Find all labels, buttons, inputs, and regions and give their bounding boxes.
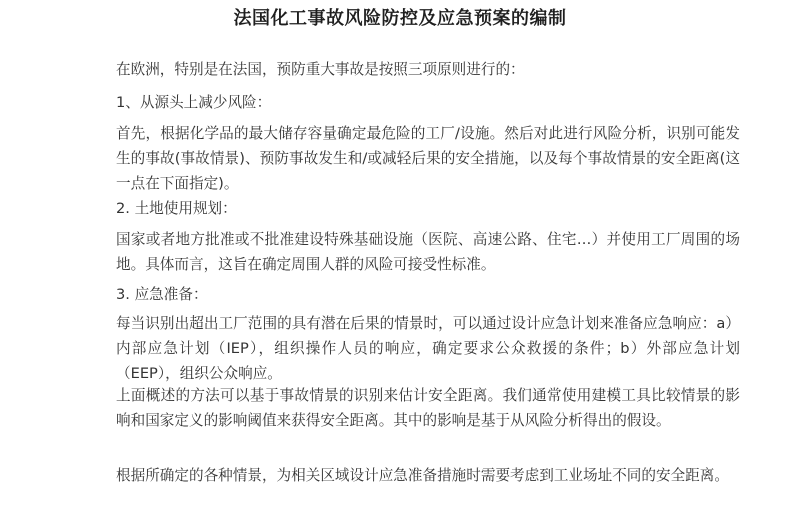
intro-paragraph: 在欧洲，特别是在法国，预防重大事故是按照三项原则进行的： bbox=[116, 61, 525, 78]
closing-paragraph-2: 根据所确定的各种情景，为相关区域设计应急准备措施时需要考虑到工业场址不同的安全距离。 bbox=[116, 467, 729, 484]
section-heading-1: 1、从源头上减少风险： bbox=[116, 94, 272, 111]
document-title: 法国化工事故风险防控及应急预案的编制 bbox=[233, 8, 567, 29]
section-heading-3: 3. 应急准备： bbox=[116, 286, 208, 303]
section-body-1: 首先，根据化学品的最大储存容量确定最危险的工厂/设施。然后对此进行风险分析，识别可能发生的事故(事故情景)、预防事故发生和/或减轻后果的安全措施，以及每个事故情景的安全距离(这一点在下面指定)。 bbox=[116, 125, 740, 192]
section-heading-2: 2. 土地使用规划： bbox=[116, 200, 237, 217]
section-body-3: 每当识别出超出工厂范围的具有潜在后果的情景时，可以通过设计应急计划来准备应急响应：a）内部应急计划（IEP），组织操作人员的响应，确定要求公众救援的条件；b）外部应急计划（EEP），组织公众响应。 bbox=[116, 315, 740, 382]
section-body-2: 国家或者地方批准或不批准建设特殊基础设施（医院、高速公路、住宅…）并使用工厂周围的场地。具体而言，这旨在确定周围人群的风险可接受性标准。 bbox=[116, 231, 740, 273]
closing-paragraph-1: 上面概述的方法可以基于事故情景的识别来估计安全距离。我们通常使用建模工具比较情景的影响和国家定义的影响阈值来获得安全距离。其中的影响是基于从风险分析得出的假设。 bbox=[116, 387, 740, 429]
